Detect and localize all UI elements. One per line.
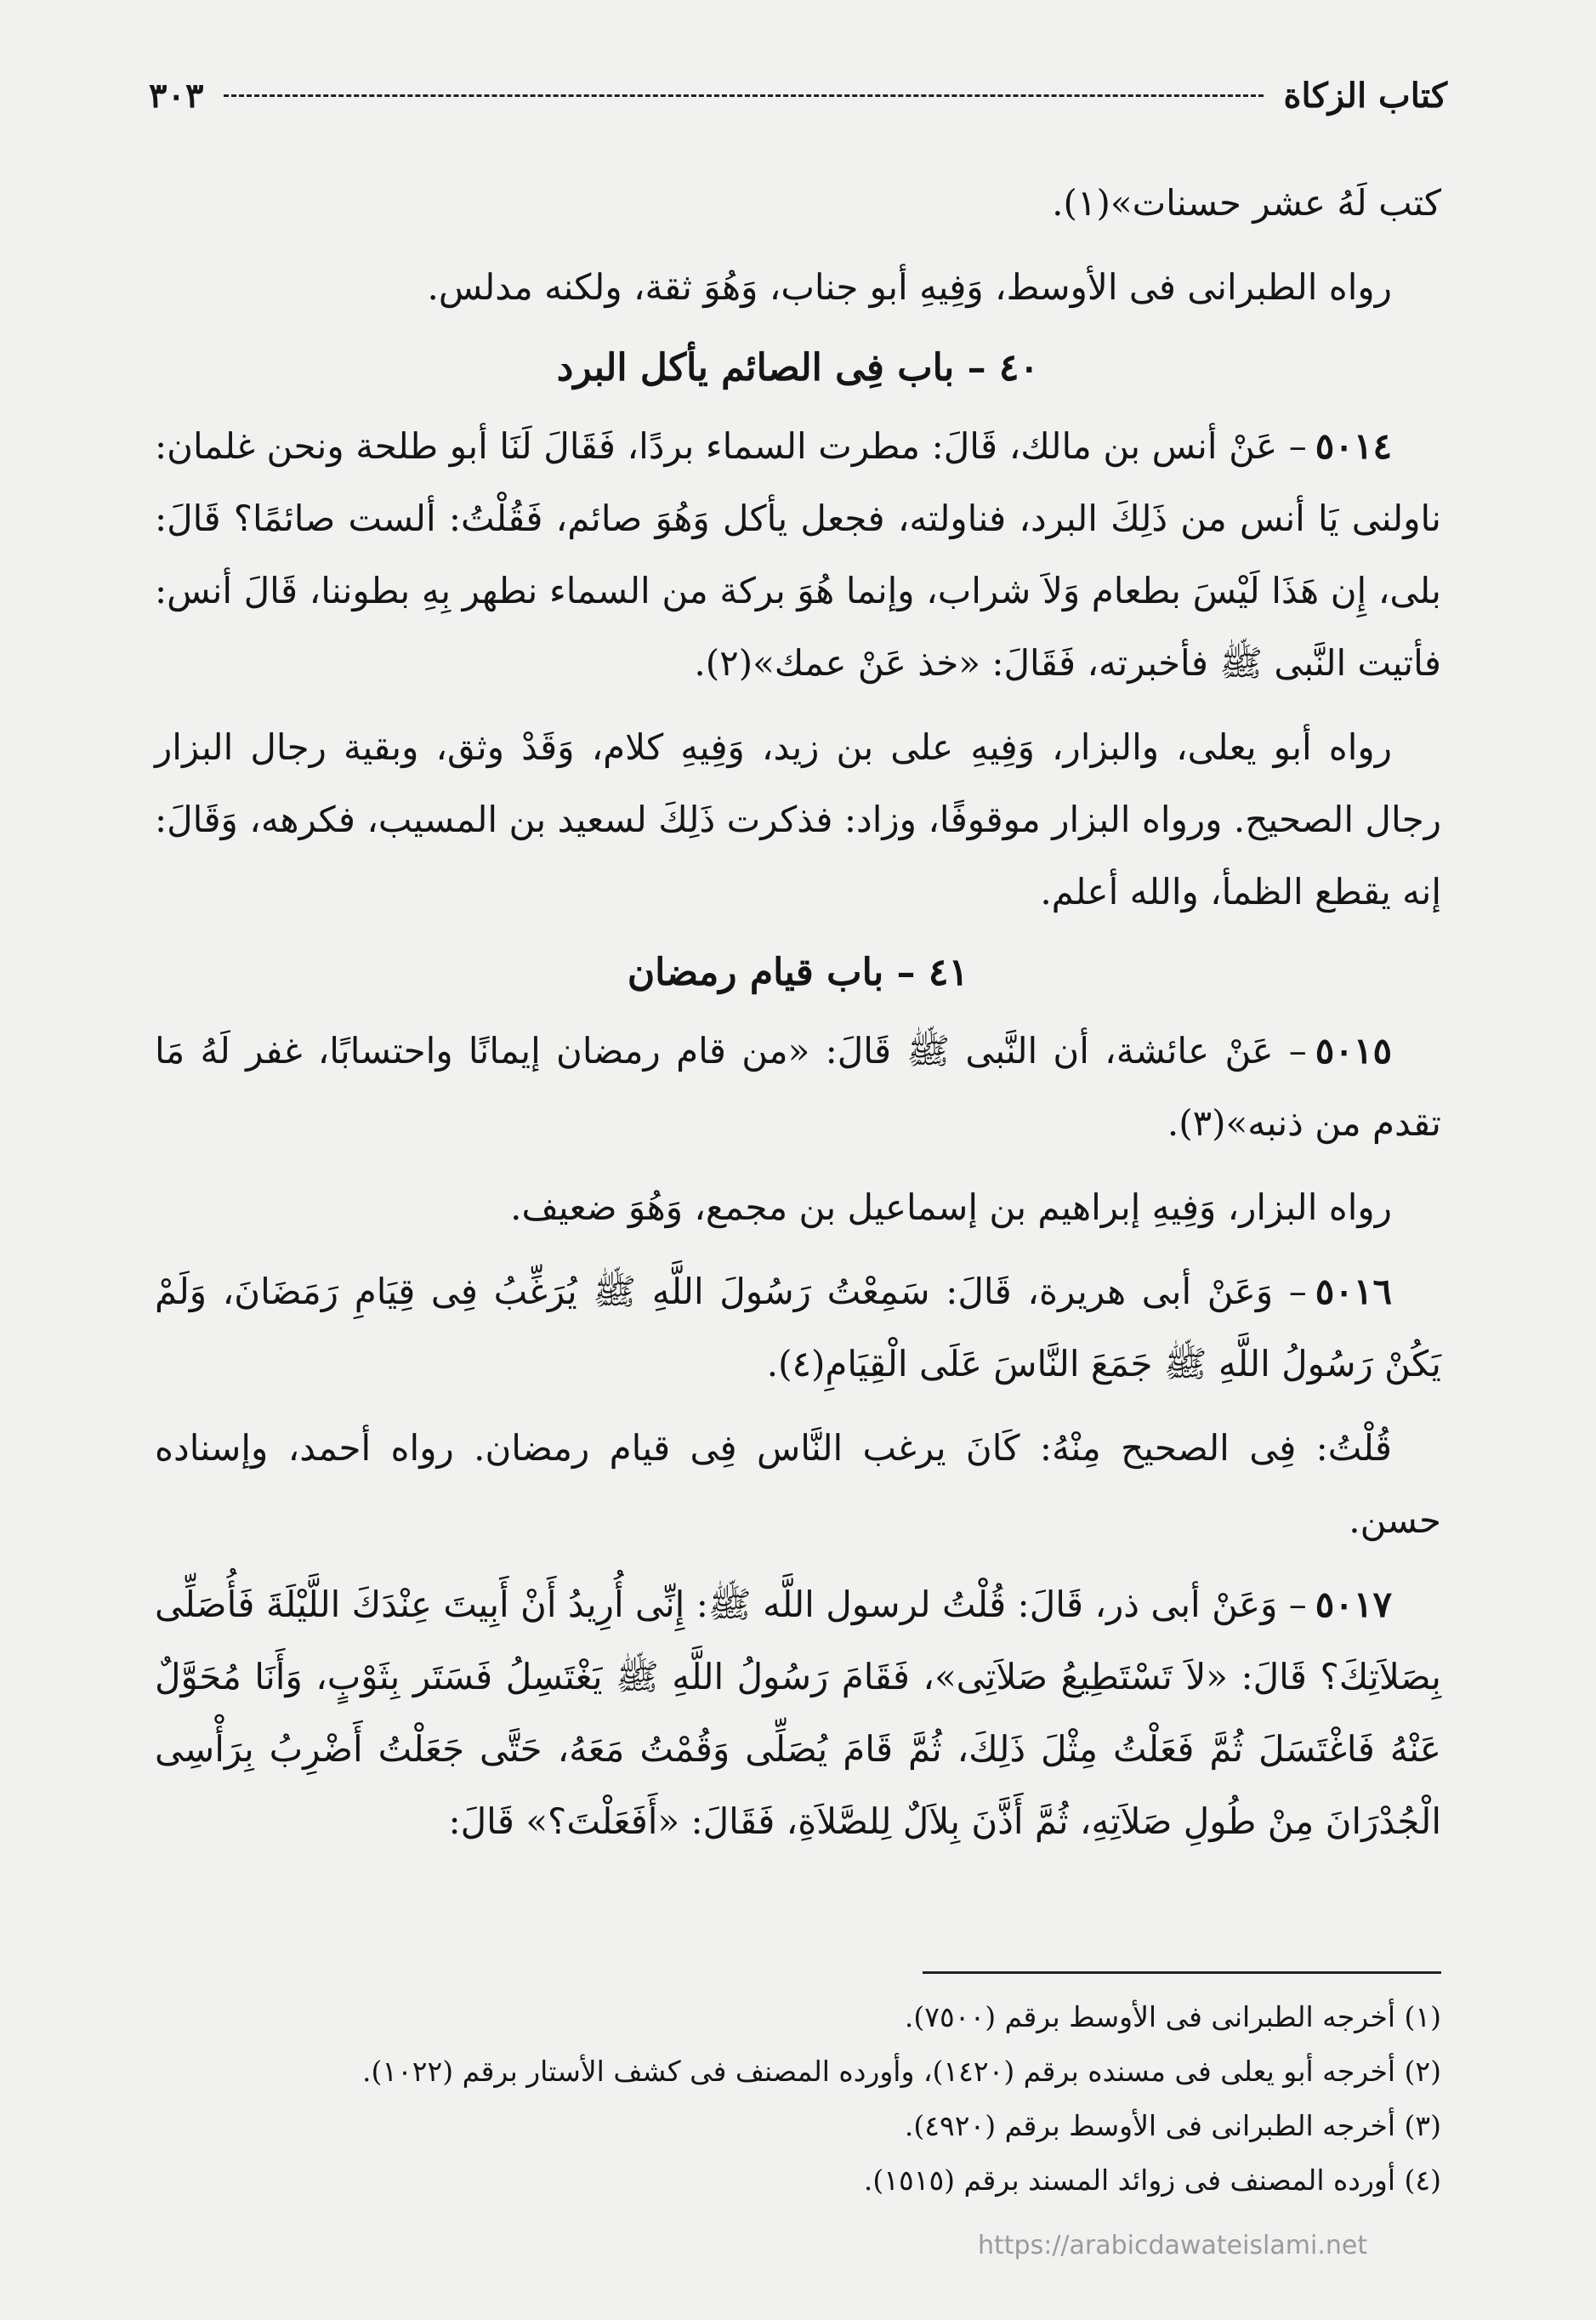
- hadith-paragraph: [155, 410, 1441, 699]
- text-paragraph: [155, 711, 1441, 928]
- hadith-number: ٥٠١٧: [1315, 1584, 1392, 1625]
- hadith-paragraph: [155, 1015, 1441, 1159]
- paragraph-text: رواه البزار، وَفِيهِ إبراهيم بن إسماعيل بن مجمع، وَهُوَ ضعيف.: [510, 1186, 1392, 1228]
- chapter-title: كتاب الزكاة: [1283, 75, 1447, 116]
- hadith-paragraph: [155, 1568, 1441, 1857]
- page-number: ٣٠٣: [149, 75, 204, 116]
- paragraph-text: – عَنْ أنس بن مالك، قَالَ: مطرت السماء بردًا، فَقَالَ لَنَا أبو طلحة ونحن غلمان: ناولنى يَا أنس من ذَلِكَ البرد، فناولته، فجعل يأكل وَهُوَ صائم، فَقُلْتُ: ألست صائمًا؟ قَالَ: بلى، إِن هَذَا لَيْسَ بطعام وَلاَ شراب، وإنما هُوَ بركة من السماء نطهر بِهِ بطوننا، قَالَ أنس: فأتيت النَّبى ﷺ فأخبرته، فَقَالَ: «خذ عَنْ عمك»(٢).: [155, 425, 1441, 684]
- hadith-number: ٥٠١٥: [1315, 1030, 1392, 1072]
- running-header: [149, 70, 1447, 121]
- footnote: (١) أخرجه الطبرانى فى الأوسط برقم (٧٥٠٠).: [904, 2000, 1441, 2033]
- paragraph-text: – وَعَنْ أبى هريرة، قَالَ: سَمِعْتُ رَسُولَ اللَّهِ ﷺ يُرَغِّبُ فِى قِيَامِ رَمَضَانَ، وَلَمْ يَكُنْ رَسُولُ اللَّهِ ﷺ جَمَعَ النَّاسَ عَلَى الْقِيَامِ(٤).: [155, 1271, 1441, 1385]
- footnote: (٣) أخرجه الطبرانى فى الأوسط برقم (٤٩٢٠).: [904, 2109, 1441, 2142]
- hadith-number: ٥٠١٤: [1315, 425, 1392, 467]
- main-text: [155, 167, 1441, 1869]
- section-heading: ٤٠ – باب فِى الصائم يأكل البرد: [556, 346, 1040, 390]
- footnote-separator: [923, 1971, 1441, 1974]
- paragraph-text: قُلْتُ: فِى الصحيح مِنْهُ: كَانَ يرغب النَّاس فِى قيام رمضان. رواه أحمد، وإسناده حسن.: [155, 1427, 1441, 1541]
- text-paragraph: [155, 1412, 1441, 1556]
- paragraph-text: كتب لَهُ عشر حسنات»(١).: [1052, 182, 1441, 224]
- paragraph-text: رواه أبو يعلى، والبزار، وَفِيهِ على بن زيد، وَفِيهِ كلام، وَقَدْ وثق، وبقية رجال البزار رجال الصحيح. ورواه البزار موقوفًا، وزاد: فذكرت ذَلِكَ لسعيد بن المسيب، فكرهه، وَقَالَ: إنه يقطع الظمأ، والله أعلم.: [155, 726, 1441, 913]
- footnotes: [155, 1990, 1441, 2208]
- paragraph-text: – وَعَنْ أبى ذر، قَالَ: قُلْتُ لرسول اللَّه ﷺ: إِنِّى أُرِيدُ أَنْ أَبِيتَ عِنْدَكَ اللَّيْلَةَ فَأُصَلِّى بِصَلاَتِكَ؟ قَالَ: «لاَ تَسْتَطِيعُ صَلاَتِى»، فَقَامَ رَسُولُ اللَّهِ ﷺ يَغْتَسِلُ فَسَتَر بِثَوْبٍ، وَأَنَا مُحَوَّلٌ عَنْهُ فَاغْتَسَلَ ثُمَّ فَعَلْتُ مِثْلَ ذَلِكَ، ثُمَّ قَامَ يُصَلِّى وَقُمْتُ مَعَهُ، حَتَّى جَعَلْتُ أَضْرِبُ بِرَأْسِى الْجُدْرَانَ مِنْ طُولِ صَلاَتِهِ، ثُمَّ أَذَّنَ بِلاَلٌ لِلصَّلاَةِ، فَقَالَ: «أَفَعَلْتَ؟» قَالَ:: [155, 1584, 1441, 1842]
- text-paragraph: [155, 167, 1441, 239]
- footnote: (٢) أخرجه أبو يعلى فى مسنده برقم (١٤٢٠)، وأورده المصنف فى كشف الأستار برقم (١٠٢٢).: [361, 2055, 1441, 2088]
- hadith-paragraph: [155, 1255, 1441, 1400]
- paragraph-text: رواه الطبرانى فى الأوسط، وَفِيهِ أبو جناب، وَهُوَ ثقة، ولكنه مدلس.: [427, 266, 1392, 308]
- text-paragraph: [155, 1171, 1441, 1243]
- header-dashed-rule: [224, 94, 1263, 97]
- paragraph-text: – عَنْ عائشة، أن النَّبى ﷺ قَالَ: «من قام رمضان إيمانًا واحتسابًا، غفر لَهُ مَا تقدم من ذنبه»(٣).: [155, 1030, 1441, 1144]
- section-heading: ٤١ – باب قيام رمضان: [627, 951, 969, 994]
- text-paragraph: [155, 251, 1441, 323]
- footnote: (٤) أورده المصنف فى زوائد المسند برقم (١٥١٥).: [863, 2164, 1441, 2197]
- hadith-number: ٥٠١٦: [1315, 1271, 1392, 1312]
- watermark-url: https://arabicdawateislami.net: [978, 2231, 1368, 2260]
